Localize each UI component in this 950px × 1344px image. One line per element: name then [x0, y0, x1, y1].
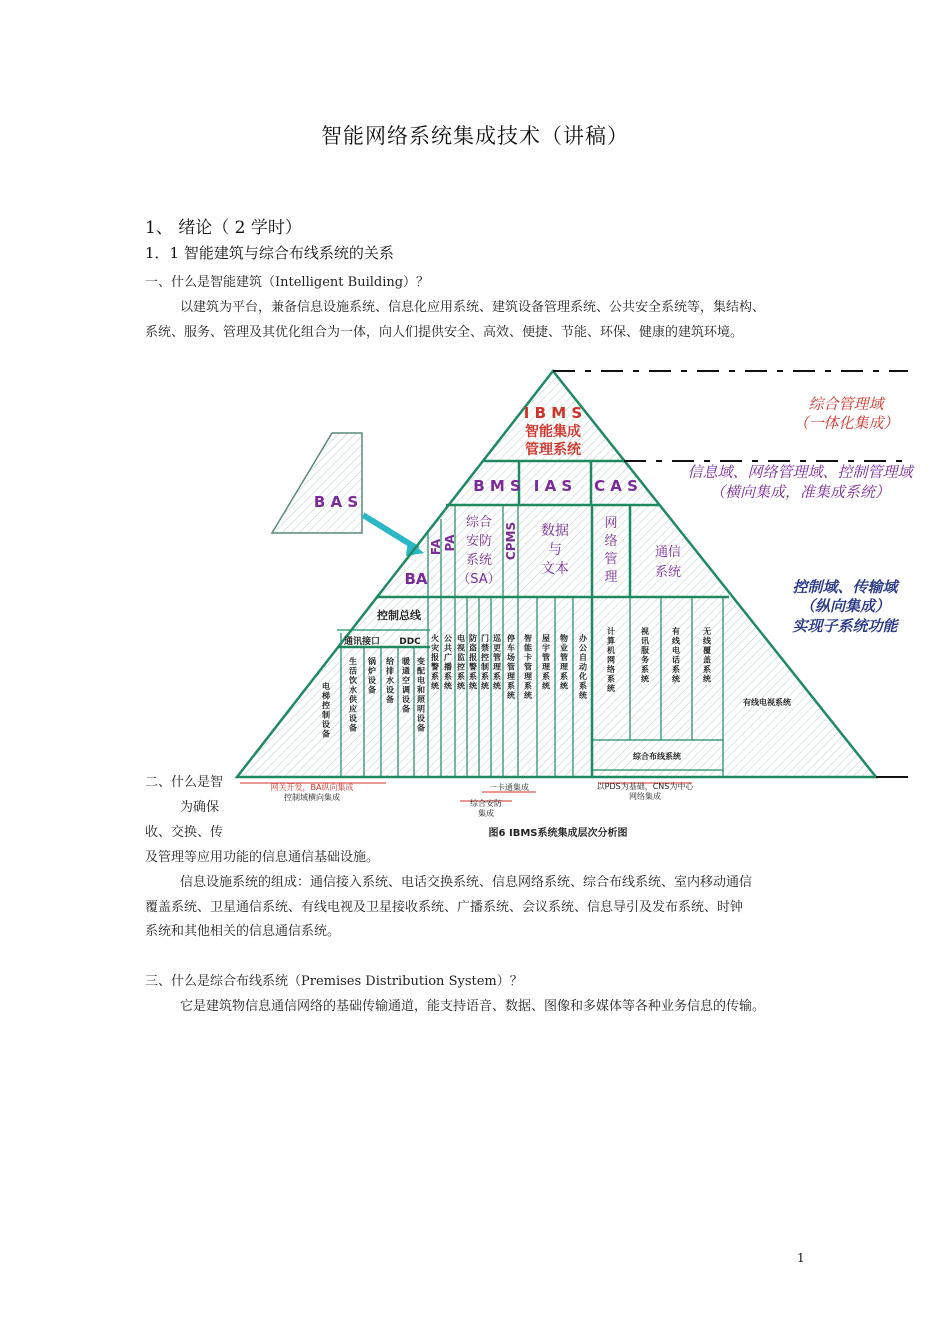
paragraph-2-line-3: 及管理等应用功能的信息通信基础设施。 [145, 850, 380, 865]
bottom-note-2: 一卡通集成 [489, 783, 529, 792]
bas-label: B A S [313, 493, 359, 511]
ddc-label: DDC [399, 637, 421, 647]
ibms-sub1: 智能集成 [525, 424, 581, 440]
paragraph-2-line-2: 收、交换、传 [145, 825, 224, 840]
comm-port-label: 通讯接口 [343, 637, 381, 647]
pa-label: PA [443, 534, 457, 552]
column-label-11: 巡更管理系统 [493, 634, 501, 691]
sa-line-3: 系统 [465, 553, 493, 568]
column-label-19: 有线电话系统 [672, 627, 680, 684]
domain-mid-2: （横向集成，准集成系统） [709, 483, 891, 501]
figure-caption: 图6 IBMS系统集成层次分析图 [488, 828, 628, 839]
column-label-4: 暖通空调设备 [402, 657, 410, 714]
paragraph-3-line-1: 信息设施系统的组成：通信接入系统、电话交换系统、信息网络系统、综合布线系统、室内移动通信 [180, 875, 753, 890]
column-label-18: 视讯服务系统 [641, 627, 649, 684]
bottom-note-1a: 网关开发，BA纵向集成 [270, 783, 354, 792]
paragraph-3-line-2: 覆盖系统、卫星通信系统、有线电视及卫星接收系统、广播系统、会议系统、信息导引及发布系统、时钟 [145, 900, 744, 915]
paragraph-4-line-1: 它是建筑物信息通信网络的基础传输通道，能支持语音、数据、图像和多媒体等各种业务信息的传输。 [180, 999, 766, 1014]
column-label-3: 给排水设备 [386, 657, 394, 704]
netmgmt-char-3: 管 [604, 552, 618, 567]
paragraph-2-line-1: 为确保 [180, 800, 220, 815]
data-line-2: 与 [548, 542, 562, 558]
bottom-note-1b: 控制域横向集成 [284, 793, 340, 802]
data-line-1: 数据 [541, 523, 569, 539]
bms-label: B M S [473, 477, 521, 495]
column-label-0: 电梯控制设备 [322, 682, 330, 739]
question-2: 二、什么是智 [145, 775, 224, 790]
column-label-14: 屋宇管理系统 [542, 634, 550, 691]
bas-panel [272, 433, 362, 533]
domain-low-3: 实现子系统功能 [792, 617, 898, 635]
column-label-16: 办公自动化系统 [579, 634, 587, 700]
column-label-7: 公共广播系统 [444, 634, 452, 691]
domain-low-1: 控制域、传输域 [792, 578, 898, 596]
domain-low-2: （纵向集成） [799, 597, 891, 615]
gcs-label: 综合布线系统 [633, 752, 681, 761]
column-label-1: 生活饮水供应设备 [349, 657, 357, 733]
bottom-note-4a: 以PDS为基础，CNS为中心 [596, 782, 694, 791]
column-label-20: 无线覆盖系统 [703, 627, 711, 684]
document-title: 智能网络系统集成技术（讲稿） [321, 124, 629, 148]
domain-top-1: 综合管理域 [808, 395, 884, 413]
ias-label: I A S [533, 477, 573, 495]
cas-label: C A S [594, 477, 638, 495]
domain-mid-1: 信息域、网络管理域、控制管理域 [687, 463, 913, 481]
column-label-15: 物业管理系统 [560, 634, 568, 691]
ibms-label: I B M S [523, 404, 583, 422]
bottom-note-4b: 网络集成 [629, 792, 661, 801]
cabletv-label: 有线电视系统 [743, 698, 791, 707]
fa-label: FA [429, 538, 443, 556]
column-label-12: 停车场管理系统 [507, 634, 515, 700]
column-label-6: 火灾报警系统 [431, 634, 439, 691]
sa-line-2: 安防 [465, 534, 493, 549]
sa-line-4: （SA） [457, 572, 501, 587]
column-label-10: 门禁控制系统 [481, 634, 489, 691]
bottom-note-3b: 集成 [478, 809, 494, 818]
paragraph-3-line-3: 系统和其他相关的信息通信系统。 [145, 924, 341, 939]
section-heading: 1、 绪论（ 2 学时） [145, 218, 302, 238]
sa-line-1: 综合 [465, 515, 493, 530]
tel-line-1: 通信 [654, 545, 682, 560]
data-line-3: 文本 [541, 561, 569, 577]
column-label-8: 电视监控系统 [457, 634, 465, 691]
netmgmt-char-1: 网 [604, 516, 618, 531]
ba-label: BA [404, 570, 428, 588]
ibms-pyramid-figure [230, 355, 950, 850]
ibms-sub2: 管理系统 [525, 442, 581, 458]
column-label-5: 变配电和照明设备 [417, 657, 425, 733]
subsection-heading: 1．1 智能建筑与综合布线系统的关系 [145, 244, 394, 262]
column-label-13: 智能卡管理系统 [524, 634, 532, 700]
page-number: 1 [797, 1251, 805, 1265]
domain-top-2: （一体化集成） [793, 414, 899, 432]
question-1: 一、什么是智能建筑（Intelligent Building）？ [145, 275, 430, 290]
paragraph-1-line-1: 以建筑为平台，兼备信息设施系统、信息化应用系统、建筑设备管理系统、公共安全系统等，集结构、 [180, 300, 766, 315]
paragraph-1-line-2: 系统、服务、管理及其优化组合为一体，向人们提供安全、高效、便捷、节能、环保、健康的建筑环境。 [145, 325, 744, 340]
column-label-17: 计算机网络系统 [607, 627, 615, 693]
netmgmt-char-4: 理 [604, 570, 618, 585]
control-bus-label: 控制总线 [377, 609, 421, 622]
column-label-9: 防盗报警系统 [469, 634, 477, 691]
bottom-note-3a: 综合安防 [470, 799, 502, 808]
question-3: 三、什么是综合布线系统（Premises Distribution System）？ [145, 974, 523, 989]
tel-line-2: 系统 [654, 565, 682, 580]
netmgmt-char-2: 络 [604, 534, 618, 549]
column-label-2: 锅炉设备 [368, 657, 376, 695]
cpms-label: CPMS [504, 521, 518, 561]
